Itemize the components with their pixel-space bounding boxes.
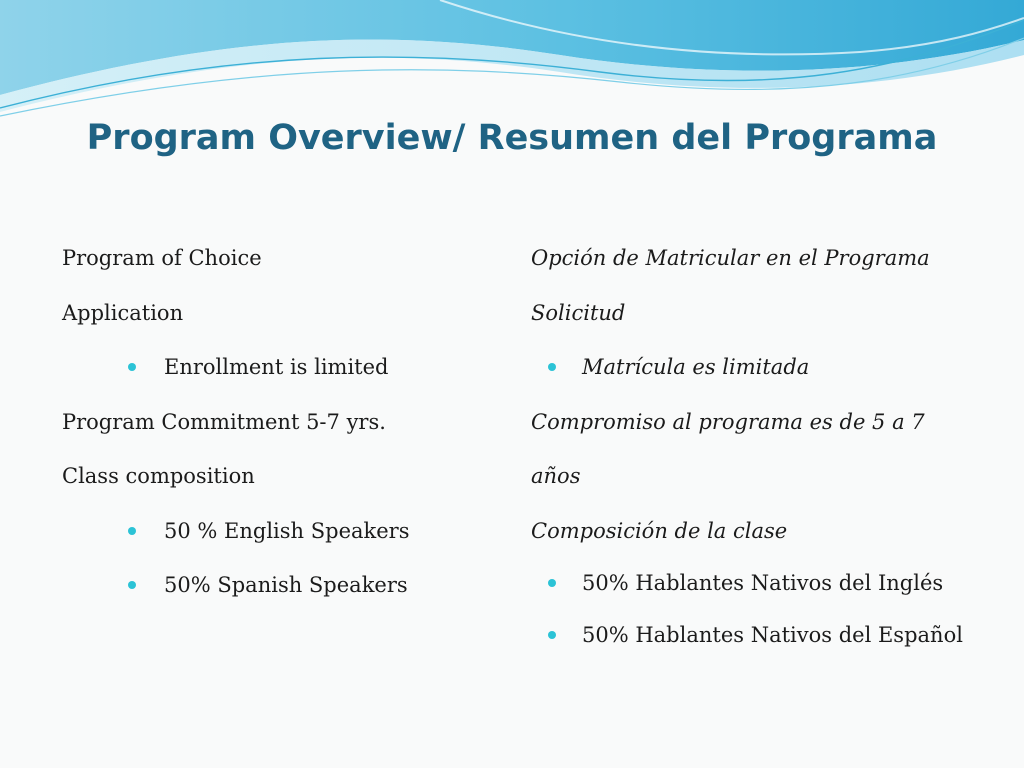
opcion-text: Opción de Matricular en el Programa	[531, 246, 930, 270]
anos-text: años	[531, 464, 581, 488]
bullet-dot-icon	[128, 527, 136, 535]
class-composition-text: Class composition	[62, 464, 255, 488]
application-text: Application	[62, 301, 184, 325]
matricula-text: Matrícula es limitada	[582, 355, 810, 379]
composicion-text: Composición de la clase	[531, 519, 788, 543]
bullet-dot-icon	[548, 363, 556, 371]
slide-title: Program Overview/ Resumen del Programa	[86, 118, 938, 158]
compromiso-text: Compromiso al programa es de 5 a 7	[531, 410, 925, 434]
hablantes-espanol-text: 50% Hablantes Nativos del Español	[582, 623, 963, 647]
enrollment-text: Enrollment is limited	[164, 355, 389, 379]
hablantes-ingles-text: 50% Hablantes Nativos del Inglés	[582, 571, 944, 595]
solicitud-text: Solicitud	[531, 301, 626, 325]
bullet-dot-icon	[128, 581, 136, 589]
bullet-dot-icon	[548, 579, 556, 587]
spanish-speakers-text: 50% Spanish Speakers	[164, 573, 408, 597]
bullet-dot-icon	[548, 631, 556, 639]
program-of-choice-text: Program of Choice	[62, 246, 262, 270]
english-speakers-text: 50 % English Speakers	[164, 519, 410, 543]
commitment-text: Program Commitment 5-7 yrs.	[62, 410, 386, 434]
bullet-dot-icon	[128, 363, 136, 371]
header-wave-decoration	[0, 0, 1024, 130]
